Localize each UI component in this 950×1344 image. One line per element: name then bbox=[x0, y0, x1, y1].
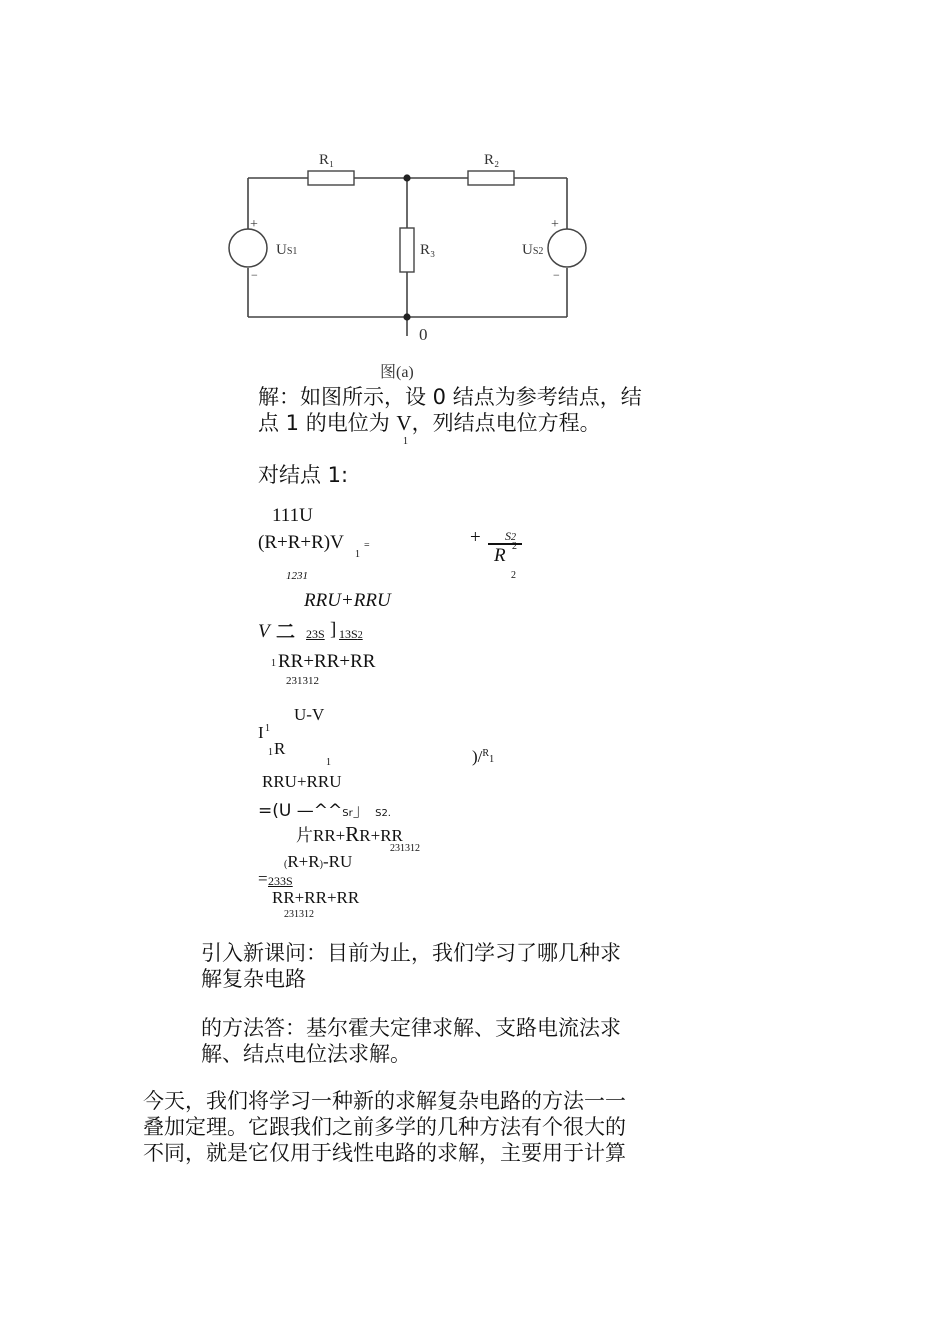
eq2-den-sub: 231312 bbox=[286, 675, 319, 687]
closing-line-2: 叠加定理。它跟我们之前多学的几种方法有个很大的 bbox=[143, 1115, 626, 1139]
eq1-main: (R+R+R)V bbox=[258, 532, 344, 553]
eq4-den-sub: 231312 bbox=[390, 843, 420, 854]
solution-line-2-a: 点 1 的电位为 bbox=[258, 411, 390, 435]
resistor-r1 bbox=[308, 171, 354, 185]
eq1-top: 111U bbox=[272, 505, 313, 526]
intro-line-2: 解复杂电路 bbox=[201, 967, 306, 991]
label-us1-plus: + bbox=[250, 217, 258, 232]
eq2-den: RR+RR+RR bbox=[278, 651, 376, 672]
eq1-frac-num: S2 bbox=[505, 529, 516, 543]
eq5-den-sub: 231312 bbox=[284, 909, 314, 920]
solution-v: V bbox=[396, 411, 412, 435]
closing-line-1: 今天，我们将学习一种新的求解复杂电路的方法一一 bbox=[143, 1089, 626, 1113]
eq1-sub-index: 1231 bbox=[286, 570, 308, 582]
label-us1-minus: − bbox=[251, 268, 258, 282]
eq1-frac-den: R bbox=[494, 545, 506, 566]
eq5-num: (R+R)-RU bbox=[284, 852, 353, 871]
intro-line-1: 引入新课问：目前为止，我们学习了哪几种求 bbox=[201, 941, 621, 965]
solution-v-sub: 1 bbox=[403, 436, 408, 447]
closing-line-3: 不同，就是它仅用于线性电路的求解，主要用于计算 bbox=[143, 1141, 626, 1165]
eq5-den: RR+RR+RR bbox=[272, 888, 360, 907]
eq3-r-sub: 1 bbox=[326, 757, 331, 768]
solution-line-1: 解：如图所示，设 0 结点为参考结点，结 bbox=[258, 385, 642, 409]
circuit-diagram bbox=[0, 0, 950, 400]
intro-line-3: 的方法答：基尔霍夫定律求解、支路电流法求 bbox=[201, 1016, 621, 1040]
eq5-sub: 233S bbox=[268, 874, 293, 888]
eq3-r: R bbox=[274, 739, 286, 758]
eq1-right-index: 2 bbox=[511, 570, 516, 581]
solution-line-2-b: ，列结点电位方程。 bbox=[411, 411, 601, 435]
label-us2-plus: + bbox=[551, 217, 559, 232]
node-1-dot bbox=[403, 174, 410, 181]
eq3-right: )/$^R$1 bbox=[472, 747, 495, 766]
eq4-line: =(U —^^Sr」 S2. bbox=[258, 801, 391, 821]
resistor-r2 bbox=[468, 171, 514, 185]
label-r3: R₃ bbox=[420, 242, 436, 258]
label-r1: R₁ bbox=[319, 152, 335, 168]
eq3-lhs-sup: 1 bbox=[265, 723, 270, 734]
eq4-den: 片RR+RR+RR bbox=[296, 822, 403, 846]
label-us2-minus: − bbox=[553, 268, 560, 282]
label-r2: R₂ bbox=[484, 152, 500, 168]
eq2-sub-a: 23S bbox=[306, 627, 325, 641]
eq2-sub-b: 13S2 bbox=[339, 627, 363, 641]
eq2-bracket: ] bbox=[330, 619, 337, 640]
node-heading: 对结点 1: bbox=[258, 463, 349, 487]
eq3-r-prefix: 1 bbox=[268, 747, 273, 758]
eq1-v-sub: 1 bbox=[355, 549, 360, 560]
eq2-lhs: V bbox=[258, 621, 270, 642]
eq1-frac-den-sup: 2 bbox=[512, 541, 517, 552]
label-us2: US2 bbox=[522, 242, 544, 258]
eq4-num: RRU+RRU bbox=[262, 772, 342, 791]
eq3-lhs: I bbox=[258, 723, 264, 742]
eq2-den-prefix: 1 bbox=[271, 658, 276, 669]
eq3-num: U-V bbox=[294, 705, 325, 724]
eq2-eq: 二 bbox=[276, 621, 296, 643]
eq2-num: RRU+RRU bbox=[304, 590, 391, 611]
figure-caption: 图(a) bbox=[380, 364, 414, 381]
voltage-source-us2 bbox=[548, 229, 586, 267]
eq5-eq: = bbox=[258, 869, 268, 888]
resistor-r3 bbox=[400, 228, 414, 272]
eq1-eq-sign: = bbox=[364, 540, 370, 551]
label-us1: US1 bbox=[276, 242, 298, 258]
solution-line-2 bbox=[258, 410, 601, 436]
voltage-source-us1 bbox=[229, 229, 267, 267]
node-0-dot bbox=[403, 313, 410, 320]
intro-line-4: 解、结点电位法求解。 bbox=[201, 1042, 411, 1066]
eq1-plus: + bbox=[470, 527, 481, 548]
label-node-0: 0 bbox=[419, 325, 428, 344]
